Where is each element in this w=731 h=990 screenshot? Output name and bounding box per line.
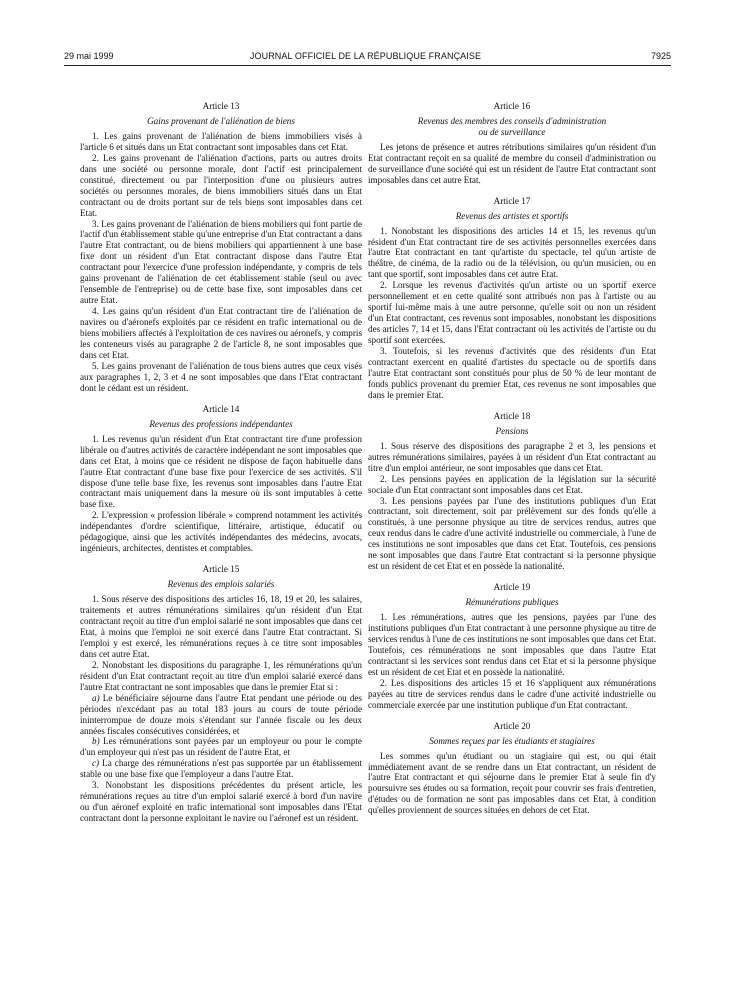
item-c-label: c) bbox=[92, 758, 100, 769]
article-18-number: Article 18 bbox=[493, 410, 531, 421]
item-a-label: a) bbox=[92, 692, 100, 703]
article-17-title: Revenus des artistes et sportifs bbox=[455, 210, 569, 221]
article-17-paragraph-2: 2. Lorsque les revenus d'activités qu'un artiste ou un sportif exerce personnellement et en cette qualité sont attribués non pas à l'artiste ou au sportif lui-même mais à une autre personne, qu'elle soit ou non un résident d'un Etat contractant, ces revenus sont imposables, nonobstant les dispositions des articles 7, 14 et 15, dans l'Etat contractant où les activités de l'artiste ou du sportif sont exercées. bbox=[368, 280, 656, 346]
article-15-number: Article 15 bbox=[202, 564, 240, 575]
article-18-paragraph-3: 3. Les pensions payées par l'une des institutions publiques d'un Etat contractant, soit directement, soit par prélèvement sur des fonds qu'elle a constitués, à une personne physique au titre de services rendus, autres que ceux rendus dans le cadre d'une activité industrielle ou commerciale, à l'une de ces institutions ne sont imposables que dans cet Etat. Toutefois, ces pensions ne sont imposables que dans l'autre Etat contractant si la personne physique est un résident de cet Etat et en possède la nationalité. bbox=[368, 495, 656, 572]
article-19-title: Rémunérations publiques bbox=[465, 597, 559, 608]
article-15-item-a bbox=[80, 693, 362, 737]
article-13-paragraph-3: 3. Les gains provenant de l'aliénation de biens mobiliers qui font partie de l'actif d'un établissement stable qu'une entreprise d'un Etat contractant a dans l'autre Etat contractant, ou de biens mobiliers qui appartiennent à une base fixe dont un résident d'un Etat contractant dispose dans l'autre Etat contractant pour l'exercice d'une profession indépendante, y compris de tels gains provenant de l'aliénation de cet établissement stable (seul ou avec l'ensemble de l'entreprise) ou de cette base fixe, sont imposables dans cet autre Etat. bbox=[80, 218, 362, 306]
article-15-title: Revenus des emplois salariés bbox=[167, 579, 275, 590]
article-15-item-c bbox=[80, 758, 362, 780]
article-13-title: Gains provenant de l'aliénation de biens bbox=[147, 115, 295, 126]
article-19-number: Article 19 bbox=[493, 582, 531, 593]
article-13-paragraph-1: 1. Les gains provenant de l'aliénation de biens immobiliers visés à l'article 6 et situés dans un Etat contractant sont imposables dans cet Etat. bbox=[80, 130, 362, 152]
article-14-paragraph-2: 2. L'expression « profession libérale » comprend notamment les activités indépendantes d'ordre scientifique, littéraire, artistique, éducatif ou pédagogique, ainsi que les activités indépendantes des médecins, avocats, ingénieurs, architectes, dentistes et comptables. bbox=[80, 510, 362, 554]
article-16-number: Article 16 bbox=[493, 101, 531, 111]
article-14-number: Article 14 bbox=[202, 403, 240, 414]
left-column bbox=[80, 101, 362, 824]
article-13-paragraph-4: 4. Les gains qu'un résident d'un Etat contractant tire de l'aliénation de navires ou d'aéronefs exploités par ce résident en trafic international ou de biens mobiliers affectés à l'exploitation de ces navires ou aéronefs, y compris les conteneurs visés au paragraphe 2 de l'article 8, ne sont imposables que dans cet Etat. bbox=[80, 306, 362, 360]
article-15-item-b bbox=[80, 736, 362, 758]
item-c-text: La charge des rémunérations n'est pas supportée par un établissement stable ou une base fixe que l'employeur a dans l'autre Etat. bbox=[80, 758, 362, 780]
article-15-paragraph-2: 2. Nonobstant les dispositions du paragraphe 1, les rémunérations qu'un résident d'un Etat contractant reçoit au titre d'un emploi salarié exercé dans l'autre Etat contractant ne sont imposables que dans le premier Etat si : bbox=[80, 659, 362, 692]
article-19-paragraph-1: 1. Les rémunérations, autres que les pensions, payées par l'une des institutions publiques d'un Etat contractant à une personne physique au titre de services rendus à l'une de ces institutions ne sont imposables que dans cet Etat. Toutefois, ces rémunérations ne sont imposables que dans l'autre Etat contractant si les services sont rendus dans cet Etat et si la personne physique est un résident de cet Etat et en possède la nationalité. bbox=[368, 612, 656, 677]
article-13-number: Article 13 bbox=[202, 101, 240, 111]
article-20-number: Article 20 bbox=[493, 720, 531, 731]
article-19-paragraph-2: 2. Les dispositions des articles 15 et 16 s'appliquent aux rémunérations payées au titre de services rendus dans le cadre d'une activité industrielle ou commerciale exercée par une institution publique d'un Etat contractant. bbox=[368, 677, 656, 710]
article-16-title-line-2: ou de surveillance bbox=[478, 126, 546, 137]
article-16-title-line-1: Revenus des membres des conseils d'administration bbox=[417, 115, 607, 126]
article-13-paragraph-5: 5. Les gains provenant de l'aliénation de tous biens autres que ceux visés aux paragraphes 1, 2, 3 et 4 ne sont imposables que dans l'Etat contractant dont le cédant est un résident. bbox=[80, 360, 362, 393]
article-17-number: Article 17 bbox=[493, 195, 531, 206]
header-journal-title: JOURNAL OFFICIEL DE LA RÉPUBLIQUE FRANÇAISE bbox=[249, 51, 482, 61]
article-16-title bbox=[368, 116, 656, 138]
article-18-title: Pensions bbox=[495, 425, 529, 436]
article-17-paragraph-1: 1. Nonobstant les dispositions des articles 14 et 15, les revenus qu'un résident d'un Etat contractant tire de ses activités personnelles exercées dans l'autre Etat contractant en tant qu'artiste du spectacle, tel qu'un artiste de théâtre, de cinéma, de la radio ou de la télévision, ou qu'un musicien, ou en tant que sportif, sont imposables dans cet autre Etat. bbox=[368, 225, 656, 280]
article-20-title: Sommes reçues par les étudiants et stagiaires bbox=[429, 735, 595, 746]
item-b-label: b) bbox=[92, 736, 100, 747]
header-date: 29 mai 1999 bbox=[64, 51, 114, 61]
article-18-paragraph-1: 1. Sous réserve des dispositions des paragraphe 2 et 3, les pensions et autres rémunérations similaires, payées à un résident d'un Etat contractant au titre d'un emploi antérieur, ne sont imposables que dans cet Etat. bbox=[368, 440, 656, 473]
item-a-text: Le bénéficiaire séjourne dans l'autre Etat pendant une période ou des périodes n'excédant pas au total 183 jours au cours de toute période ininterrompue de douze mois s'étendant sur l'année fiscale ou les deux années fiscales consécutives considérées, et bbox=[80, 692, 362, 736]
article-17-paragraph-3: 3. Toutefois, si les revenus d'activités que des résidents d'un Etat contractant exercent en qualité d'artistes du spectacle ou de sportifs dans l'autre Etat contractant sont constitués pour plus de 50 % de leur montant de fonds publics provenant du premier Etat, ces revenus ne sont imposables que dans le premier Etat. bbox=[368, 346, 656, 400]
article-13-paragraph-2: 2. Les gains provenant de l'aliénation d'actions, parts ou autres droits dans une société ou personne morale, dont l'actif est principalement constitué, directement ou par l'interposition d'une ou plusieurs autres sociétés ou personnes morales, de biens immobiliers situés dans un Etat contractant ou de droits portant sur de tels biens sont imposables dans cet Etat. bbox=[80, 152, 362, 218]
right-column bbox=[368, 101, 656, 816]
item-b-text: Les rémunérations sont payées par un employeur ou pour le compte d'un employeur qui n'est pas un résident de l'autre Etat, et bbox=[80, 736, 362, 758]
article-14-paragraph-1: 1. Les revenus qu'un résident d'un Etat contractant tire d'une profession libérale ou d'autres activités de caractère indépendant ne sont imposables que dans cet Etat, à moins que ce résident ne dispose de façon habituelle dans l'autre Etat contractant d'une base fixe pour l'exercice de ses activités. S'il dispose d'une telle base fixe, les revenus sont imposables dans l'autre Etat contractant mais uniquement dans la mesure où ils sont imputables à cette base fixe. bbox=[80, 433, 362, 510]
article-15-paragraph-3: 3. Nonobstant les dispositions précédentes du présent article, les rémunérations reçues au titre d'un emploi salarié exercé à bord d'un navire ou d'un aéronef exploité en trafic international sont imposables dans l'Etat contractant dont la personne exploitant le navire ou l'aéronef est un résident. bbox=[80, 780, 362, 824]
article-14-title: Revenus des professions indépendantes bbox=[149, 418, 293, 429]
header-rule bbox=[64, 65, 671, 66]
article-15-paragraph-1: 1. Sous réserve des dispositions des articles 16, 18, 19 et 20, les salaires, traitements et autres rémunérations similaires qu'un résident d'un Etat contractant reçoit au titre d'un emploi salarié ne sont imposables que dans cet Etat, à moins que l'emploi ne soit exercé dans l'autre Etat contractant. Si l'emploi y est exercé, les rémunérations reçues à ce titre sont imposables dans cet autre Etat. bbox=[80, 594, 362, 659]
article-20-paragraph-1: Les sommes qu'un étudiant ou un stagiaire qui est, ou qui était immédiatement avant de se rendre dans un Etat contractant, un résident de l'autre Etat contractant et qui séjourne dans le premier Etat à seule fin d'y poursuivre ses études ou sa formation, reçoit pour couvrir ses frais d'entretien, d'études ou de formation ne sont pas imposables dans cet Etat, à condition qu'elles proviennent de sources situées en dehors de cet Etat. bbox=[368, 750, 656, 816]
article-18-paragraph-2: 2. Les pensions payées en application de la législation sur la sécurité sociale d'un Etat contractant sont imposables dans cet Etat. bbox=[368, 473, 656, 495]
article-16-paragraph-1: Les jetons de présence et autres rétributions similaires qu'un résident d'un Etat contractant reçoit en sa qualité de membre du conseil d'administration ou de surveillance d'une société qui est un résident de l'autre Etat contractant sont imposables dans cet autre Etat. bbox=[368, 141, 656, 185]
header-page-number: 7925 bbox=[650, 51, 671, 61]
